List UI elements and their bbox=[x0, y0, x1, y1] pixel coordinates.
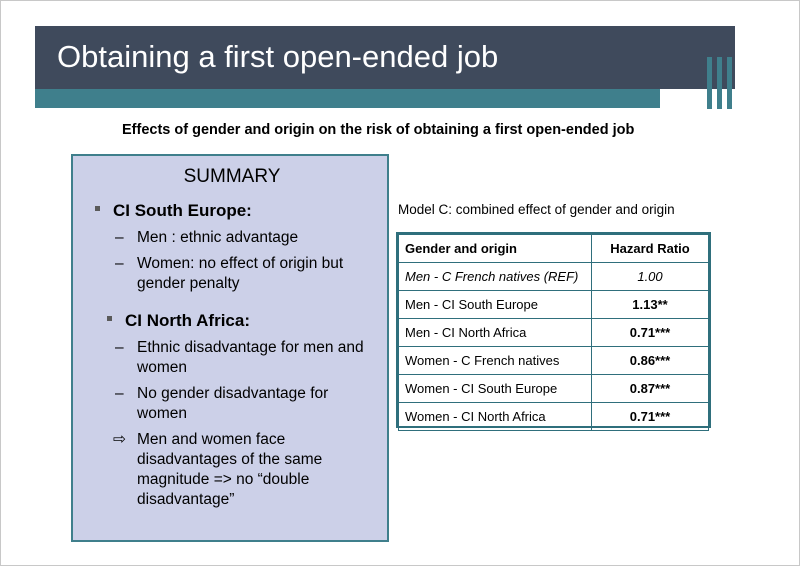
dash-bullet-icon: – bbox=[115, 229, 124, 246]
summary-bullet-list bbox=[73, 200, 391, 516]
dash-bullet-icon: – bbox=[115, 385, 124, 402]
list-item-label: Men : ethnic advantage bbox=[137, 229, 299, 246]
cell-label: Men - CI South Europe bbox=[399, 291, 592, 319]
cell-value: 0.71*** bbox=[592, 403, 709, 431]
list-item bbox=[73, 254, 391, 294]
spacer bbox=[73, 300, 391, 310]
title-underline-bar bbox=[35, 89, 660, 108]
cell-label: Men - C French natives (REF) bbox=[399, 263, 592, 291]
cell-label: Women - CI South Europe bbox=[399, 375, 592, 403]
list-item-label: CI North Africa: bbox=[125, 311, 250, 330]
arrow-bullet-icon: ⇨ bbox=[113, 431, 126, 448]
cell-value: 0.86*** bbox=[592, 347, 709, 375]
table-row bbox=[399, 375, 709, 403]
square-bullet-icon bbox=[107, 316, 112, 321]
table-row bbox=[399, 263, 709, 291]
cell-value: 1.00 bbox=[592, 263, 709, 291]
hazard-ratio-table bbox=[398, 234, 709, 431]
table-row bbox=[399, 319, 709, 347]
table-row bbox=[399, 347, 709, 375]
list-item bbox=[73, 200, 391, 222]
column-header-gender-origin: Gender and origin bbox=[399, 235, 592, 263]
dash-bullet-icon: – bbox=[115, 339, 124, 356]
list-item bbox=[73, 228, 391, 248]
summary-heading: SUMMARY bbox=[183, 166, 281, 187]
cell-label: Women - CI North Africa bbox=[399, 403, 592, 431]
list-item bbox=[73, 310, 391, 332]
cell-label: Men - CI North Africa bbox=[399, 319, 592, 347]
list-item-label: No gender disadvantage for women bbox=[137, 385, 329, 422]
model-caption: Model C: combined effect of gender and origin bbox=[398, 202, 675, 217]
list-item bbox=[73, 384, 391, 424]
summary-box bbox=[71, 154, 389, 542]
column-header-hazard-ratio: Hazard Ratio bbox=[592, 235, 709, 263]
list-item bbox=[73, 338, 391, 378]
square-bullet-icon bbox=[95, 206, 100, 211]
accent-stripe-2 bbox=[717, 57, 722, 109]
table-row bbox=[399, 403, 709, 431]
table-row bbox=[399, 291, 709, 319]
cell-value: 1.13** bbox=[592, 291, 709, 319]
accent-stripe-1 bbox=[707, 57, 712, 109]
dash-bullet-icon: – bbox=[115, 255, 124, 272]
cell-label: Women - C French natives bbox=[399, 347, 592, 375]
list-item-label: CI South Europe: bbox=[113, 201, 252, 220]
list-item-label: Ethnic disadvantage for men and women bbox=[137, 339, 364, 376]
cell-value: 0.87*** bbox=[592, 375, 709, 403]
accent-stripe-3 bbox=[727, 57, 732, 109]
cell-value: 0.71*** bbox=[592, 319, 709, 347]
list-item bbox=[73, 430, 391, 510]
page-title: Obtaining a first open-ended job bbox=[57, 39, 499, 74]
slide-subtitle: Effects of gender and origin on the risk of obtaining a first open-ended job bbox=[122, 122, 635, 138]
table-header-row bbox=[399, 235, 709, 263]
list-item-label: Women: no effect of origin but gender penalty bbox=[137, 255, 344, 292]
list-item-label: Men and women face disadvantages of the same magnitude => no “double disadvantage” bbox=[137, 431, 323, 508]
